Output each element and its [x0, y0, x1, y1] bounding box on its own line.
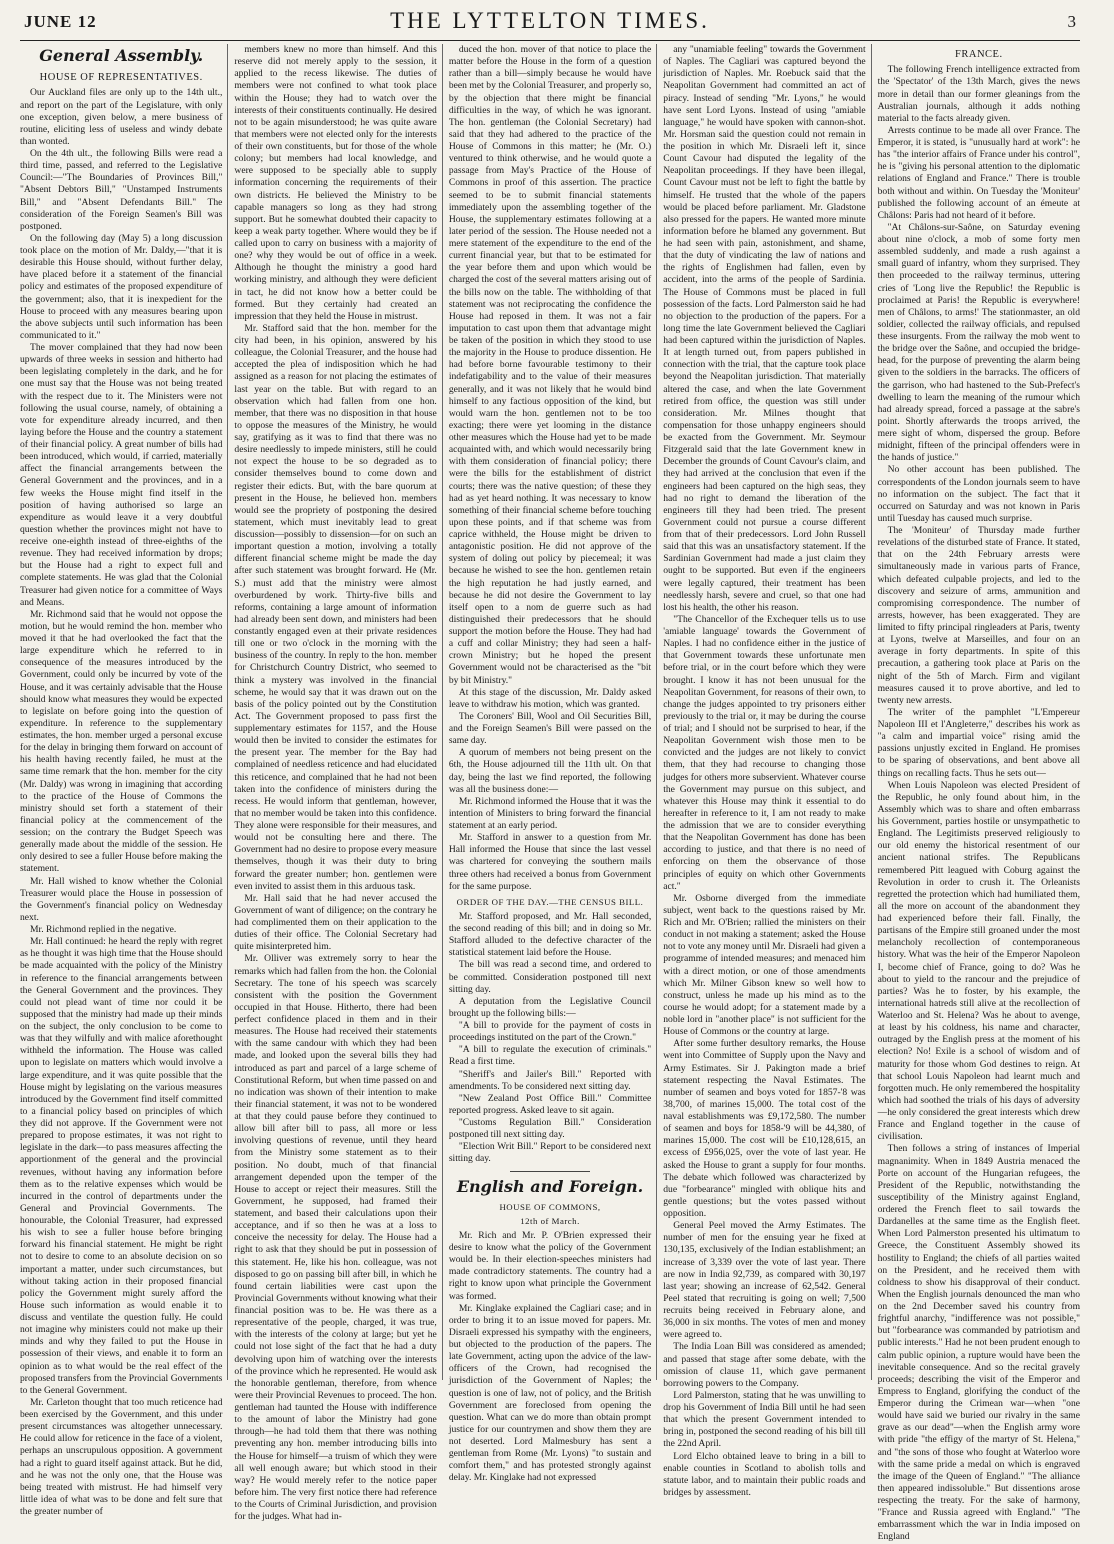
masthead	[20, 6, 1080, 41]
article-paragraph: Mr. Hall said that he had never accused the Government of want of diligence; on the contrary he had complimented them on their application to the duties of their office. The Colonial Secretary had quite misinterpreted him.	[234, 892, 437, 953]
article-paragraph: Mr. Stafford in answer to a question from Mr. Hall informed the House that since the last vessel was chartered for conveying the southern mails three others had received a bonus from Government for the same purpose.	[448, 832, 652, 892]
article-paragraph: "At Châlons-sur-Saône, on Saturday evening about nine o'clock, a mob of some forty men assembled suddenly, and made a rush against a small guard of infantry, whom they surprised. They then proceeded to the railway terminus, uttering cries of 'Long live the Republic! the Republic is proclaimed at Paris! the Republic is everywhere! men of Châlons, to arms!' The stationmaster, an old soldier, collected the railway officials, and repulsed these insurgents. From the railway the mob went to the bridge over the Saône, and occupied the bridge-head, for the purpose of preventing the alarm being given to the soldiers in the barracks. The officers of the garrison, who had hastened to the Sub-Prefect's dwelling to learn the meaning of the rumour which had already spread, forced a passage at the sabre's point. Shortly afterwards the troops arrived, the mere sight of whom, dispersed the group. Before midnight, fifteen of the principal offenders were in the hands of justice."	[877, 221, 1081, 464]
article-paragraph: The 'Moniteur' of Thursday made further revelations of the disturbed state of France. It stated, that on the 24th February arrests were simultaneously made in various parts of France, which defeated culpable projects, and led to the discovery and seizure of arms, ammunition and compromising correspondence. The number of arrests, however, has been exaggerated. They are limited to fifty principal ringleaders at Paris, twenty at Lyons, twelve at Marseilles, and four on an average in forty departments. In spite of this precaution, a gathering took place at Paris on the night of the 5th of March. Firm and vigilant measures caused it to prove abortive, and led to twenty new arrests.	[877, 525, 1081, 706]
article-paragraph: "The Chancellor of the Exchequer tells us to use 'amiable language' towards the Government of Naples. I had no confidence either in the justice of that Government towards these unfortunate men before trial, or in the court before which they were brought. I know it has not been unusual for the Neapolitan Government, for reasons of their own, to change the judges appointed to try prisoners either previously to the trial or, it may be during the course of trial; and I should not be surprised to hear, if the Neapolitan Government wish those men to be convicted and the judges are not likely to convict them, that they had recourse to changing those judges for others more subservient. Whatever course the Government may pursue on this subject, and whatever this House may think it essential to do hereafter in reference to it, I am not ready to make the admission that we are to consider everything that the Neapolitan Government has done has been according to justice, and that there is no need of enforcing on them the observance of those principles of equity on which other Governments act."	[663, 613, 866, 892]
section-title-general-assembly: General Assembly.	[39, 46, 204, 65]
article-paragraph: any "unamiable feeling" towards the Government of Naples. The Cagliari was captured beyond the jurisdiction of Naples. Mr. Roebuck said that the Neapolitan Government had committed an act of piracy. Instead of sending "Mr. Lyons," he would have sent Lord Lyons. Instead of using "amiable language," he would have spoken with cannon-shot. Mr. Horsman said the question could not remain in the position in which Mr. Disraeli left it, since Count Cavour had disputed the legality of the Neapolitan proceedings. If they have been illegal, Count Cavour must not be left to fight the battle by himself. He trusted that the whole of the papers would be placed before parliament. Mr. Gladstone also pressed for the papers. He wanted more minute information before he blamed any government. But he had seen with pain, astonishment, and shame, that the duty of vindicating the law of nations and the rights of Englishmen had fallen, even by accident, into the arms of the people of Sardinia. The House of Commons must be placed in full possession of the facts. Lord Palmerston said he had no objection to the production of the papers. For a long time the late Government believed the Cagliari had been captured within the jurisdiction of Naples. It at length turned out, from papers published in connection with the trial, that the capture took place beyond the Neapolitan jurisdiction. That materially altered the case, and when the late Government retired from office, the question was still under consideration. Mr. Milnes thought that compensation for those unhappy engineers should be exacted from the Government. Mr. Seymour Fitzgerald said that the late Government knew in December the grounds of Count Cavour's claim, and they had arrived at the conclusion that even if the engineers had been captured on the high seas, they had no right to demand the liberation of the engineers till they had been tried. The present Government could not pursue a course different from that of their predecessors. Lord John Russell said that this was an unsatisfactory statement. If the Sardinian Government had made a just claim they ought to be supported. But even if the engineers were legally captured, their treatment has been needlessly harsh, severe and cruel, so that one had lost his health, the other his reason.	[663, 44, 866, 613]
article-paragraph: Mr. Richmond said that he would not oppose the motion, but he would remind the hon. member who moved it that he had overlooked the fact that the large expenditure which he referred to in consequence of the measures introduced by the Government, could only be incurred by vote of the House, and it was certainly advisable that the House should know what measures they would be expected to legislate on before going into the question of expenditure. In reference to the supplementary estimates, the hon. member urged a personal excuse for the delay in bringing them forward on account of his health having recently failed, he must at the same time remark that the hon. member for the city (Mr. Daldy) was wrong in imagining that according to the practice of the House of Commons the ministry should set forth a statement of their financial policy at the commencement of the session; on the contrary the Budget Speech was generally made about the middle of the session. He only desired to see a fuller House before making the statement.	[20, 608, 223, 875]
article-paragraph: Mr. Hall continued: he heard the reply with regret as he thought it was high time that the House should be made acquainted with the policy of the Ministry in reference to the financial arrangements between the General Government and the provinces. They could not plead want of time nor could it be supposed that the ministry had made up their minds on the subject, the only conclusion to be come to was that they wilfully and with malice aforethought withheld the information. The House was called upon to legislate on matters which would involve a large expenditure, and it was quite possible that the House might by legislating on the various measures introduced by the Government find itself committed to a financial policy based on principles of which they did not approve. If the Government were not prepared to propose estimates, it was not right to legislate in the dark—to pass measures affecting the apportionment of the general and the provincial revenues, without having any information before them as to the relative expenses which would be incurred in the control of departments under the General and Provincial Governments. The honourable, the Colonial Treasurer, had expressed his wish to see a fuller house before bringing forward his financial statement. He might be right not to desire to come to an absolute decision on so important a matter, under such circumstances, but without taking action in their proposed financial policy the Government might surely afford the House such information as would enable it to discuss and ventilate the question fully. He could not imagine why ministers could not make up their minds and why they failed to put the House in possession of their views, and enable it to form an opinion as to what would be the real effect of the proposed transfers from the Provincial Governments to the General Government.	[20, 936, 223, 1396]
section-title-house-of-representatives: HOUSE OF REPRESENTATIVES.	[39, 72, 203, 84]
divider	[510, 1171, 591, 1172]
article-paragraph: When Louis Napoleon was elected President of the Republic, he only found about him, in the Assembly which was to share and often embarrass his Government, parties hostile or unsympathetic to England. The Legitimists preserved religiously to our old enemy the historical resentment of our ancient national strifes. The Republicans remembered Pitt leagued with Coburg against the Revolution in order to crush it. The Orleanists regretted the protection which had humiliated them, all the more on account of the abandonment they had experienced before their fall. Finally, the partisans of the Empire still groaned under the most melancholy recollection of contemporaneous history. What was the heir of the Emperor Napoleon I, become chief of France, going to do? Was he about to yield to the rancour and the prejudice of parties? Was he to foster, by his example, the international hatreds still alive at the recollection of Waterloo and St. Helena? Was he about to avenge, at least by his coldness, his name and character, outraged by the English press at the moment of his election? No! Exile is a school of wisdom and of maturity for those whom God destines to reign. At that school Louis Napoleon had learnt much and forgotten much. He only remembered the hospitality which had soothed the trials of his days of adversity—he only considered the great interests which drew France and England together in the cause of civilisation.	[877, 779, 1081, 1143]
article-paragraph: After some further desultory remarks, the House went into Committee of Supply upon the Navy and Army Estimates. Sir J. Pakington made a brief statement respecting the Naval Estimates. The number of seamen and boys voted for 1857-'8 was 38,700, of marines 15,000. The total cost of the naval establishments was £9,172,580. The number of seamen and boys for 1858-'9 will be 44,380, of marines 15,000. The cost will be £10,128,615, an excess of £956,025, over the vote of last year. He asked the House to grant a supply for four months. The debate which followed was characterized by due "forbearance" mingled with oblique hits and gentle questions; but the votes passed without opposition.	[663, 1038, 866, 1219]
commons-date: 12th of March.	[520, 1215, 580, 1226]
page-number: 3	[1067, 12, 1076, 31]
column-4-body	[663, 44, 865, 1499]
english-foreign-heading-block	[449, 1171, 651, 1227]
article-paragraph: At this stage of the discussion, Mr. Daldy asked leave to withdraw his motion, which was granted.	[448, 686, 652, 710]
article-paragraph: "Customs Regulation Bill." Consideration postponed till next sitting day.	[448, 1117, 652, 1141]
section-title-order-of-the-day: ORDER OF THE DAY.—THE CENSUS BILL.	[456, 896, 644, 907]
article-paragraph: Arrests continue to be made all over France. The Emperor, it is stated, is "unusually hard at work": he has "the interior affairs of France under his control", he is "giving his personal attention to the diplomatic relations of England and France." There is trouble both without and within. On Tuesday the 'Moniteur' published the following account of an émeute at Châlons: Paris had not heard of it before.	[877, 124, 1081, 221]
article-paragraph: Mr. Hall wished to know whether the Colonial Treasurer would place the House in possession of the Government's financial policy on Wednesday next.	[20, 875, 223, 923]
newspaper-title: THE LYTTELTON TIMES.	[390, 8, 710, 33]
article-paragraph: The Coroners' Bill, Wool and Oil Securities Bill, and the Foreign Seamen's Bill were passed on the same day.	[448, 710, 652, 747]
article-paragraph: A quorum of members not being present on the 6th, the House adjourned till the 11th ult. On that day, being the last we find reported, the following was all the business done:—	[448, 747, 652, 795]
article-paragraph: Mr. Carleton thought that too much reticence had been exercised by the Government, and this under present circumstances was altogether unnecessary. He could allow for reticence in the face of a violent, perhaps an unscrupulous opposition. A government had a right to guard itself against attack. But he did, and he was not the only one, that the House was being treated with mistrust. He had himself very little idea of what was to be done and felt sure that the greater number of	[20, 1396, 223, 1518]
column-5-body	[878, 48, 1080, 1544]
article-paragraph: A deputation from the Legislative Council brought up the following bills:—	[448, 995, 652, 1019]
article-paragraph: Mr. Richmond informed the House that it was the intention of Ministers to bring forward the financial statement at an early period.	[448, 795, 652, 831]
article-paragraph: members knew no more than himself. And this reserve did not merely apply to the session, it applied to the recess likewise. The duties of members were not confined to what took place within the House; they had to watch over the interests of their constituents continually. He desired not to be again misunderstood; he was quite aware that members were not elected only for the interests of their own constituents, but for those of the whole colony; but members had local knowledge, and were supposed to be specially able to supply information concerning the requirements of their own districts. He believed the Ministry to be capable managers so long as they had strong support. But he somewhat doubted their capacity to keep a weak party together. Where would they be if called upon to carry on business with a majority of one? why they would be out of office in a week. Although he thought the ministry a good hard working ministry, and although they were deficient in tact, he did not know how a better could be formed. But they certainly had created an impression that they held the House in mistrust.	[234, 44, 437, 322]
article-paragraph: duced the hon. mover of that notice to place the matter before the House in the form of a question rather than a bill—simply because he would have been met by the Colonial Treasurer, and properly so, by the objection that there might be financial difficulties in the way, of which he was ignorant. The hon. gentleman (the Colonial Secretary) had said that they had adhered to the practice of the House of Commons in this matter; he (Mr. O.) ventured to think otherwise, and he would quote a passage from May's Practice of the House of Commons in proof of this assertion. The practice seemed to be to submit financial statements immediately upon the assembling together of the House, the supplementary estimates following at a later period of the session. The House needed not a mere statement of the expenditure to the end of the current financial year, but that to be estimated for the year before them and upon which would be charged the cost of the several matters arising out of the bills now on the table. The withholding of that statement was not reciprocating the confidence the House had reposed in them. It was not a fair imputation to cast upon them that advantage might be taken of the position in which they stood to use the majority in the House to produce dissention. He had before borne favourable testimony to their indefatigability and to the value of their measures generally, and it was not likely that he would bind himself to any factious opposition of the kind, but would warn the hon. gentlemen not to be too exacting; there were yet looming in the distance other measures which the House had yet to be made acquainted with, and which would necessarily bring with them consideration of financial policy; there were the bills for the establishment of district courts; there was the native question; of these they had as yet heard nothing. It was necessary to know something of their financial scheme before touching upon these points, and if that scheme was from caprice withheld, the House might be driven to antagonistic position. He did not approve of the system of doling out policy by piecemeal; it was because he wished to see the hon. gentlemen retain the high reputation he had justly earned, and because he did not desire the Government to lay itself open to a nom de guerre such as had distinguished their predecessors that he should support the motion before the House. They had had a cuff and collar Ministry; they had seen a half-crown Ministry; but he hoped the present Government would not be characterised as the "bit by bit Ministry."	[448, 44, 652, 686]
article-paragraph: Lord Palmerston, stating that he was unwilling to drop his Government of India Bill until he had seen that which the present Government intended to bring in, postponed the second reading of his bill till the 22nd April.	[663, 1389, 866, 1450]
article-paragraph: "Election Writ Bill." Report to be considered next sitting day.	[448, 1141, 652, 1165]
column-3-body	[449, 44, 651, 1485]
column-2-body	[234, 44, 436, 1523]
article-paragraph: Our Auckland files are only up to the 14th ult., and report on the part of the Legislature, with only one exception, given below, a mere business of routine, eliciting less of useless and windy debate than wonted.	[20, 87, 223, 147]
article-paragraph: General Peel moved the Army Estimates. The number of men for the ensuing year he fixed at 130,135, exclusively of the Indian establishment; an increase of 3,339 over the vote of last year. There are now in India 92,739, as compared with 30,197 last year; showing an increase of 62,542. General Peel stated that recruiting is going on well; 7,500 recruits being received in February alone, and 36,000 in six months. The votes of men and money were agreed to.	[663, 1220, 866, 1341]
section-title-english-foreign: English and Foreign.	[456, 1176, 644, 1196]
article-paragraph: "Sheriff's and Jailer's Bill." Reported with amendments. To be considered next sitting day.	[448, 1068, 652, 1092]
column-2	[234, 44, 442, 1523]
article-paragraph: The writer of the pamphlet "L'Empereur Napoleon III et l'Angleterre," describes his work as "a calm and impartial voice" rising amid the passions unjustly excited in England. He promises to be sparing of observations, and bent above all things on recalling facts. Thus he sets out—	[877, 706, 1081, 779]
article-paragraph: The mover complained that they had now been upwards of three weeks in session and hitherto had been legislating completely in the dark, and he for one must say that the House was not being treated with the respect due to it. The Ministers were not following the usual course, namely, of obtaining a vote for expenditure already incurred, and then laying before the House and the country a statement of their financial policy. A great number of bills had been introduced, which would, if carried, materially affect the financial arrangements between the General Government and the provinces, and in a few weeks the House might find itself in the position of having authorised so large an expenditure as would leave it a very doubtful question whether the provinces might not have to receive one-eighth instead of three-eighths of the revenue. They had received information by drops; but the House had a right to expect full and complete statements. He was glad that the Colonial Treasurer had given notice for a committee of Ways and Means.	[20, 342, 223, 608]
article-paragraph: "A bill to provide for the payment of costs in proceedings instituted on the part of the Crown."	[448, 1020, 652, 1044]
article-paragraph: Mr. Olliver was extremely sorry to hear the remarks which had fallen from the hon. the Colonial Secretary. The tone of his speech was scarcely consistent with the position the Government occupied in that House. Hitherto, there had been perfect confidence placed in them and in their measures. The House had received their statements with the same candour with which they had been made, and looked upon the several bills they had introduced as part and parcel of a large scheme of Constitutional Reform, but when time passed on and no indication was shown of their intention to make their financial statement, it was not to be wondered at that they could pause before they continued to allow bill after bill to pass, all more or less involving questions of revenue, until they heard from the Ministry some statement as to their position. No doubt, much of that financial arrangement depended upon the temper of the House to accept or reject their measures. Still the Government, he supposed, had framed their statement, and based their calculations upon their acceptance, and if so then he was at a loss to conceive the necessity for delay. The House had a right to ask that they should be put in possession of this statement. He, like his hon. colleague, was not disposed to go on passing bill after bill, in which he found certain liabilities were cast upon the Provincial Governments without knowing what their financial position was to be. He was there as a representative of the people, charged, it was true, with the interests of the colony at large; but yet he could not lose sight of the fact that he had a duty devolving upon him of watching over the interests of the province which he represented. He would ask the honorable gentleman, therefore, from whence were their Provincial Revenues to proceed. The hon. gentleman had taunted the House with indifference to the amount of labor the Ministry had gone through—he had told them that there was nothing preventing any hon. member introducing bills into the House for himself—a truism of which they were all well enough aware; but which stood in their way? He would merely refer to the notice paper before him. The very first notice there had reference to the Courts of Criminal Jurisdiction, and provision for the judges. What had in-	[234, 953, 437, 1523]
article-paragraph: Mr. Rich and Mr. P. O'Brien expressed their desire to know what the policy of the Government would be. In their election-speeches ministers had made contradictory statements. The country had a right to know upon what principle the Government was formed.	[448, 1229, 652, 1302]
article-paragraph: Mr. Stafford proposed, and Mr. Hall seconded, the second reading of this bill; and in doing so Mr. Stafford alluded to the defective character of the statistical statement laid before the House.	[448, 910, 652, 959]
article-paragraph: Lord Elcho obtained leave to bring in a bill to enable counties in Scotland to abolish tolls and statute labor, and to maintain their public roads and bridges by assessment.	[663, 1450, 866, 1498]
article-paragraph: Mr. Richmond replied in the negative.	[30, 924, 177, 936]
article-paragraph: Mr. Osborne diverged from the immediate subject, went back to the questions raised by Mr. Rich and Mr. O'Brien; rallied the ministers on their conduct in not making a statement; asked the House not to vote any money until Mr. Disraeli had given a programme of intended measures; and menaced him with a direct motion, or one of those amendments which Mr. Milner Gibson knew so well how to construct, unless he made up his mind as to the course he would adopt; for a statement made by a noble lord in "another place" is not sufficient for the House of Commons or the country at large.	[663, 892, 866, 1038]
column-5	[877, 44, 1081, 1543]
columns	[20, 44, 1081, 1543]
column-4	[663, 44, 871, 1498]
column-1	[20, 44, 228, 1518]
section-title-house-of-commons: HOUSE OF COMMONS,	[499, 1201, 601, 1212]
section-title-france: FRANCE.	[955, 49, 1003, 60]
article-paragraph: On the following day (May 5) a long discussion took place on the motion of Mr. Daldy,—"that it is desirable this House should, without further delay, have placed before it a statement of the financial policy and estimates of the proposed expenditure of the government; also, that it is inexpedient for the House to proceed with any measures bearing upon the above subjects until such information has been communicated to it."	[20, 232, 223, 341]
article-paragraph: Then follows a string of instances of Imperial magnanimity. When in 1849 Austria menaced the Porte on account of the Hungarian refugees, the President of the Republic, notwithstanding the susceptibility of the Ministry against England, ordered the French fleet to sail towards the Dardanelles at the same time as the English fleet. When Lord Palmerston presented his ultimatum to Greece, the Constituent Assembly showed its hostility to England; the chiefs of all parties waited on the President, and he received them with coldness to show his disapproval of their conduct. When the English journals denounced the man who on the 2nd December saved his country from frightful anarchy, "indifference was not possible," but "forbearance was commanded by patriotism and public interests." Had he not been prudent enough to calm public opinion, a rupture would have been the inevitable consequence. And so the recital gravely proceeds; describing the visit of the Emperor and Empress to England, glorifying the conduct of the Emperor during the Crimean war—when "one would have said we buried our rivalry in the same grave as our dead"—when the English army wore with pride "the effigy of the martyr of St. Helena," and "the sons of those who fought at Waterloo wore with the same pride a medal on which is engraved the image of the Queen of England." "The alliance then appeared indissoluble." But dissentions arose respecting the treaty. For the sake of harmony, "France and Russia agreed with England." "The embarrassment which the war in India imposed on England	[877, 1143, 1081, 1543]
article-paragraph: "A bill to regulate the execution of criminals." Read a first time.	[448, 1044, 652, 1068]
article-paragraph: Mr. Kinglake explained the Cagliari case; and in order to bring it to an issue moved for papers. Mr. Disraeli expressed his sympathy with the engineers, but objected to the production of the papers. The late Government, acting upon the advice of the law-officers of the Crown, had recognised the jurisdiction of the Government of Naples; the question is one of law, not of policy, and the British Government are foreclosed from opening the question. What can we do more than obtain prompt justice for our countrymen and show them they are not deserted. Lord Malmesbury has sent a gentleman from Rome (Mr. Lyons) "to sustain and comfort them," and has protested strongly against delay. Mr. Kinglake had not expressed	[448, 1302, 652, 1484]
column-1-body	[20, 87, 222, 1518]
article-paragraph: The bill was read a second time, and ordered to be committed. Consideration postponed till next sitting day.	[448, 959, 652, 995]
column-3	[448, 44, 657, 1484]
article-paragraph: On the 4th ult., the following Bills were read a third time, passed, and referred to the Legislative Council:—"The Boundaries of Provinces Bill," "Absent Debtors Bill," "Unstamped Instruments Bill," and "Absent Defendants Bill." The consideration of the Foreign Seamen's Bill was postponed.	[20, 148, 223, 232]
article-paragraph: "New Zealand Post Office Bill." Committee reported progress. Asked leave to sit again.	[448, 1092, 652, 1116]
article-paragraph: No other account has been published. The correspondents of the London journals seem to have no information on the subject. The fact that it occurred on Saturday and was not known in Paris until Tuesday has caused much surprise.	[877, 464, 1081, 524]
article-paragraph: The following French intelligence extracted from the 'Spectator' of the 13th March, gives the news more in detail than our former gleanings from the Australian journals, although it adds nothing material to the facts already given.	[877, 64, 1081, 124]
article-paragraph: Mr. Stafford said that the hon. member for the city had been, in his opinion, answered by his colleague, the Colonial Treasurer, and the house had accepted the plea of indisposition which he had assigned as a reason for not placing the estimates of last year on the table. But with regard to an observation which had fallen from one hon. member, that there was no disposition in that house to oppose the measures of the Ministry, he would say, gratifying as it was to find that there was no desire needlessly to impede ministers, still he could not expect the house to be so degraded as to consider themselves bound to come down and register their edicts. But, with the bare quorum at present in the House, he believed hon. members would see the propriety of postponing the desired statement, which must inevitably lead to great discussion—possibly to dissension—for on such an important question a motion, involving a totally different financial scheme might be made the day after such statement was brought forward. He (Mr. S.) must add that the ministry were almost overburdened by work. Thirty-five bills and reforms, containing a large amount of information had already been sent down, and ministers had been constantly engaged even at their private residences till one or two o'clock in the morning with the business of the country. In reply to the hon. member for Christchurch Country District, who seemed to think a mystery was involved in the financial scheme, he would say that it was drawn out on the basis of the policy pointed out by the Constitution Act. The Government proposed to pass first the supplementary estimates for 1157, and the House would then be invited to consider the estimates for the present year. The member for the Bay had complained of needless reticence and had elucidated this reticence, and complained that he had not been taken into the confidence of ministers during the recess. He would inform that gentleman, however, that no member would be taken into this confidence. They alone were responsible for their measures, and would not be consulting here and there. The Government had no desire to propose every measure themselves, though it was their duty to bring forward the greater number; hon. gentlemen were even invited to assist them in this arduous task.	[234, 322, 437, 892]
issue-date: JUNE 12	[24, 12, 97, 31]
article-paragraph: The India Loan Bill was considered as amended; and passed that stage after some debate, with the omission of clause 11, which gave permanent borrowing powers to the Company.	[663, 1341, 866, 1389]
